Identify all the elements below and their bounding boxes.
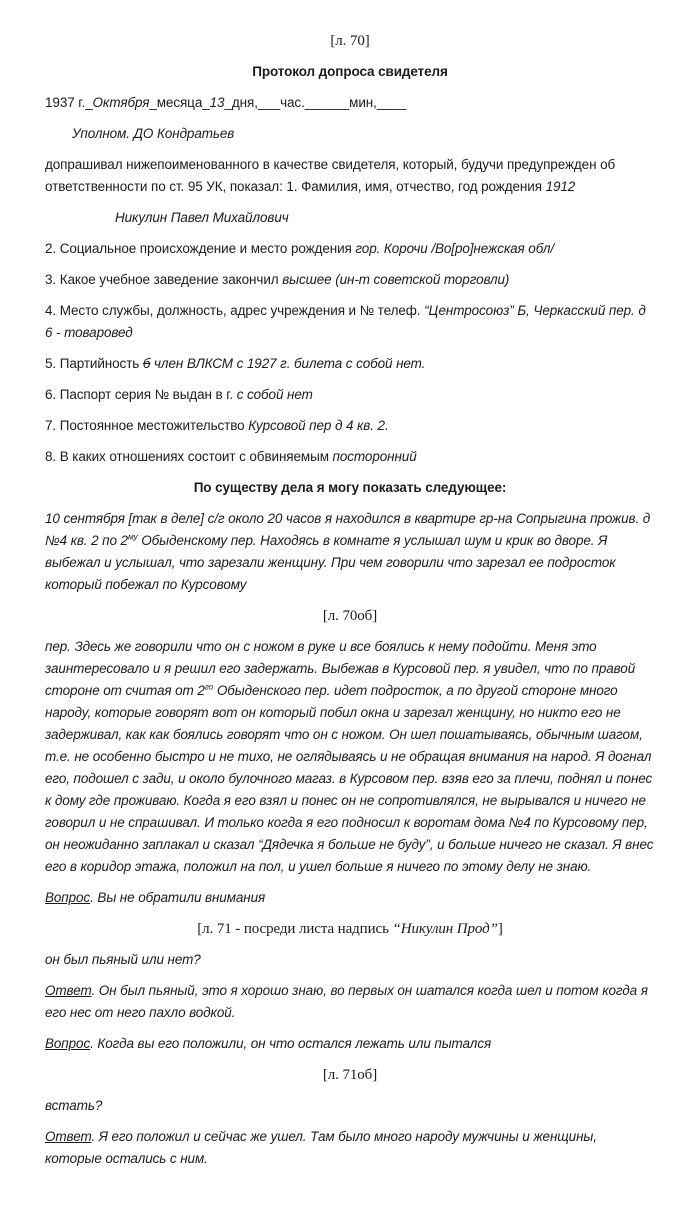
text-run: Никулин Павел Михайлович bbox=[115, 210, 289, 225]
text-run: [л. 70об] bbox=[322, 608, 378, 624]
text-run: “Центросоюз” Б, Черкасский пер. д 6 - товаровед bbox=[45, 303, 646, 340]
text-run: 8. В каких отношениях состоит с обвиняемым bbox=[45, 449, 333, 464]
text-run: [л. 71об] bbox=[322, 1067, 378, 1083]
text-run: . Когда вы его положили, он что остался лежать или пытался bbox=[90, 1036, 492, 1051]
doc-title bbox=[45, 61, 655, 83]
page-marker-l70ob bbox=[45, 605, 655, 627]
text-run: Ответ bbox=[45, 983, 92, 998]
item-3-education bbox=[45, 269, 655, 291]
text-run: Курсовой пер д 4 кв. 2. bbox=[248, 418, 389, 433]
answer-line-1 bbox=[45, 980, 655, 1024]
text-run: Уполном. ДО Кондратьев bbox=[72, 126, 235, 141]
page-marker-l70 bbox=[45, 30, 655, 52]
text-run: с собой нет bbox=[236, 387, 313, 402]
text-run: пер. Здесь же говорили что он с ножом в руке и все боялись к нему подойти. Меня это заинтересовало и я решил его задержать. Выбежав в Курсовой пер. я увидел, что по правой стороне от считая от 2 bbox=[45, 639, 636, 698]
text-run: Протокол допроса свидетеля bbox=[252, 64, 448, 79]
text-run: . Я его положил и сейчас же ушел. Там было много народу мужчины и женщины, которые остались с ним. bbox=[45, 1129, 597, 1166]
question-line-1 bbox=[45, 887, 655, 909]
item-7-residence bbox=[45, 415, 655, 437]
text-run: _дня,___час.______мин,____ bbox=[224, 95, 407, 110]
answer-line-2 bbox=[45, 1126, 655, 1170]
text-run: Обыденскому пер. Находясь в комнате я услышал шум и крик во дворе. Я выбежал и услышал, что зарезали женщину. При чем говорили что зарезал ее подросток который побежал по Курсовому bbox=[45, 533, 616, 592]
text-run: 6. Паспорт серия № выдан в г. bbox=[45, 387, 237, 402]
text-run: Ответ bbox=[45, 1129, 92, 1144]
testimony-paragraph-1 bbox=[45, 508, 655, 596]
text-run: Вопрос bbox=[45, 890, 91, 905]
question-line-2 bbox=[45, 1033, 655, 1055]
item-8-relation bbox=[45, 446, 655, 468]
text-run: 1912 bbox=[545, 179, 576, 194]
text-run: го bbox=[204, 681, 214, 692]
text-run: 13 bbox=[209, 95, 225, 110]
item-6-passport bbox=[45, 384, 655, 406]
page-marker-l71ob bbox=[45, 1064, 655, 1086]
text-run: [л. 70] bbox=[330, 33, 370, 49]
text-run: 10 сентября [так в деле] с/г около 20 часов я находился в квартире гр-на Сопрыгина прожив. д №4 кв. 2 по 2 bbox=[45, 511, 651, 548]
item-5-party bbox=[45, 353, 655, 375]
text-run: он был пьяный или нет? bbox=[45, 952, 201, 967]
text-run: высшее (ин-т советской торговли) bbox=[282, 272, 510, 287]
page-marker-l71-note bbox=[45, 918, 655, 940]
statement-heading bbox=[45, 477, 655, 499]
officer-line bbox=[72, 123, 655, 145]
item-2-origin bbox=[45, 238, 655, 260]
intro-line bbox=[45, 154, 655, 198]
question-continuation-2 bbox=[45, 1095, 655, 1117]
text-run: . Вы не обратили внимания bbox=[90, 890, 266, 905]
text-run: б bbox=[142, 356, 151, 371]
question-continuation-1 bbox=[45, 949, 655, 971]
date-line bbox=[45, 92, 655, 114]
text-run: [л. 71 - посреди листа надпись bbox=[197, 921, 393, 937]
item-4-employment bbox=[45, 300, 655, 344]
text-run: “Никулин Прод” bbox=[392, 921, 498, 937]
text-run: допрашивал нижепоименованного в качестве свидетеля, который, будучи предупрежден об ответственности по ст. 95 УК, показал: 1. Фамилия, имя, отчество, год рождения bbox=[45, 157, 616, 194]
text-run: встать? bbox=[45, 1098, 103, 1113]
text-run: член ВЛКСМ с 1927 г. билета с собой нет. bbox=[154, 356, 426, 371]
text-run: посторонний bbox=[332, 449, 417, 464]
text-run: . Он был пьяный, это я хорошо знаю, во первых он шатался когда шел и потом когда я его нес от него пахло водкой. bbox=[45, 983, 648, 1020]
text-run: 7. Постоянное местожительство bbox=[45, 418, 249, 433]
text-run: ] bbox=[497, 921, 503, 937]
text-run: Обыденского пер. идет подросток, а по другой стороне много народу, которые говорят вот он который побил окна и зарезал женщину, но никто его не задерживал, как как боялись говорят что он с ножом. Он шел пошатываясь, обычным шагом, т.е. не особенно быстро и не тихо, не оглядываясь и не обращая внимания на народ. Я догнал его, подошел с зади, и около булочного магаз. в Курсовом пер. взяв его за плечи, поднял и понес к дому где проживаю. Когда я его взял и понес он не сопротивлялся, не вырывался и ничего не говорил и не спрашивал. И только когда я его подносил к воротам дома №4 по Курсовому пер, он неожиданно заплакал и сказал “Дядечка я больше не буду”, и больше ничего не сказал. Я внес его в коридор этажа, положил на пол, и ушел больше я ничего по этому делу не знаю. bbox=[45, 683, 654, 874]
text-run: 1937 г._ bbox=[45, 95, 93, 110]
text-run: _месяца_ bbox=[149, 95, 210, 110]
text-run: му bbox=[127, 531, 138, 542]
text-run: 5. Партийность bbox=[45, 356, 143, 371]
text-run: Октября bbox=[92, 95, 150, 110]
witness-name bbox=[115, 207, 655, 229]
text-run: гор. Корочи /Во[ро]нежская обл/ bbox=[355, 241, 555, 256]
text-run: Вопрос bbox=[45, 1036, 91, 1051]
text-run: По существу дела я могу показать следующее: bbox=[193, 480, 507, 495]
text-run: 3. Какое учебное заведение закончил bbox=[45, 272, 283, 287]
testimony-paragraph-2 bbox=[45, 636, 655, 878]
document-body bbox=[45, 30, 655, 1170]
text-run: 4. Место службы, должность, адрес учреждения и № телеф. bbox=[45, 303, 425, 318]
text-run: 2. Социальное происхождение и место рождения bbox=[45, 241, 356, 256]
